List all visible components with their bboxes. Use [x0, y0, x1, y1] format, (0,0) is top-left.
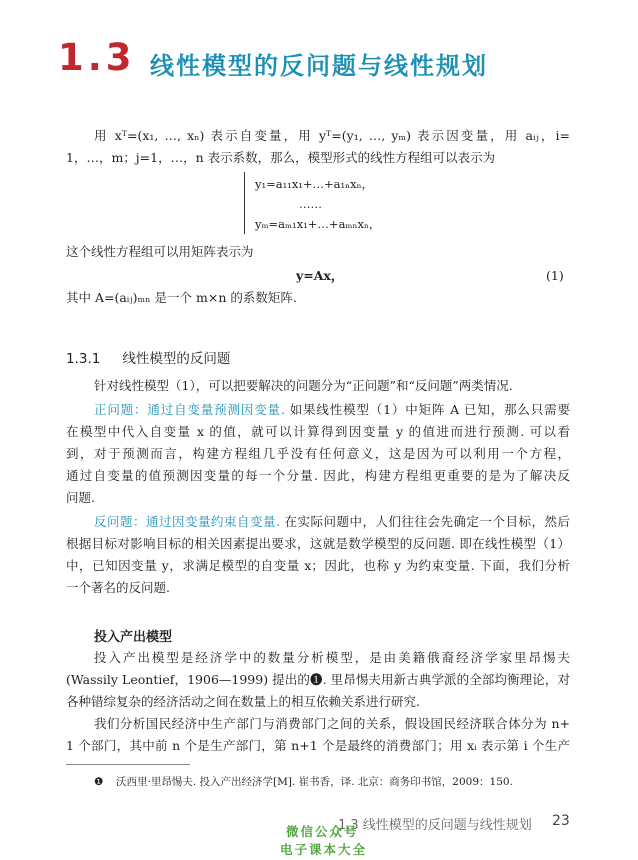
intro-line-2: 1，…，m；j=1，…，n 表示系数，那么，模型形式的线性方程组可以表示为: [66, 150, 496, 165]
subsection-title: 线性模型的反问题: [122, 351, 231, 367]
running-title: 1.3 线性模型的反问题与线性规划: [338, 818, 532, 833]
section-title: 线性模型的反问题与线性规划: [150, 52, 488, 80]
page-number: 23: [552, 813, 570, 829]
io-line-3: 各种错综复杂的经济活动之间在数量上的相互依赖关系进行研究.: [66, 694, 420, 709]
forward-line-5: 问题.: [66, 490, 95, 505]
forward-line-4: 通过自变量的值预测因变量的每一个分量. 因此，构建方程组更重要的是为了解决反: [66, 468, 570, 483]
forward-line-1: [94, 402, 570, 418]
forward-text: 如果线性模型（1）中矩阵 A 已知，那么只需要: [289, 402, 570, 417]
inverse-problem-label: 反问题：通过因变量约束自变量.: [94, 514, 280, 529]
forward-problem-label: 正问题：通过自变量预测因变量.: [94, 402, 285, 417]
inverse-line-4: 一个著名的反问题.: [66, 580, 170, 595]
system-row-1: y₁=a₁₁x₁+…+a₁ₙxₙ，: [255, 177, 374, 191]
system-dots: ……: [299, 197, 322, 211]
io-line-5: 1 个部门，其中前 n 个是生产部门，第 n+1 个是最终的消费部门；用 xᵢ 表示第 i 个生产: [66, 738, 570, 753]
intro-line-1: 用 xᵀ=(x₁, …, xₙ) 表示自变量，用 yᵀ=(y₁, …, yₘ) 表示因变量，用 aᵢⱼ，i=: [94, 128, 570, 143]
io-model-heading: 投入产出模型: [94, 630, 173, 645]
section-number: 1.3: [58, 36, 136, 79]
inverse-line-3: 中，已知因变量 y，求满足模型的自变量 x；因此，也称 y 为约束变量. 下面，我们分析: [66, 558, 570, 573]
paragraph-1: 针对线性模型（1），可以把要解决的问题分为“正问题”和“反问题”两类情况.: [94, 378, 513, 393]
watermark-line-1: 微信公众号: [286, 824, 359, 839]
io-line-2: (Wassily Leontief，1906—1999) 提出的❶. 里昂惕夫用新古典学派的全部均衡理论，对: [66, 672, 570, 687]
subsection-heading: [66, 347, 230, 367]
equation-system: [244, 172, 415, 234]
matrix-definition: 其中 A=(aᵢⱼ)ₘₙ 是一个 m×n 的系数矩阵.: [66, 290, 297, 305]
watermark-line-2: 电子课本大全: [280, 842, 368, 857]
forward-line-3: 到，对于预测而言，构建方程组几乎没有任何意义，这是因为可以利用一个方程，: [66, 446, 570, 461]
inverse-line-1: [94, 514, 570, 530]
system-row-m: yₘ=aₘ₁x₁+…+aₘₙxₙ，: [255, 217, 381, 231]
footnote-marker: ❶: [94, 776, 104, 788]
equation-number: (1): [546, 268, 564, 283]
inverse-text: 在实际问题中，人们往往会先确定一个目标，然后: [284, 514, 570, 529]
matrix-equation: y=Ax，: [296, 268, 344, 283]
io-line-4: 我们分析国民经济中生产部门与消费部门之间的关系，假设国民经济联合体分为 n+: [94, 716, 570, 731]
inverse-line-2: 根据目标对影响目标的相关因素提出要求，这就是数学模型的反问题. 即在线性模型（1）: [66, 536, 570, 551]
subsection-number: 1.3.1: [66, 351, 101, 367]
forward-line-2: 在模型中代入自变量 x 的值，就可以计算得到因变量 y 的值进而进行预测. 可以看: [66, 424, 570, 439]
matrix-intro: 这个线性方程组可以用矩阵表示为: [66, 244, 254, 259]
io-line-1: 投入产出模型是经济学中的数量分析模型，是由美籍俄裔经济学家里昂惕夫: [94, 650, 570, 665]
footnote-rule: [66, 764, 190, 765]
footnote-text: 沃西里·里昂惕夫. 投入产出经济学[M]. 崔书香，译. 北京：商务印书馆，2009：150.: [116, 776, 513, 788]
